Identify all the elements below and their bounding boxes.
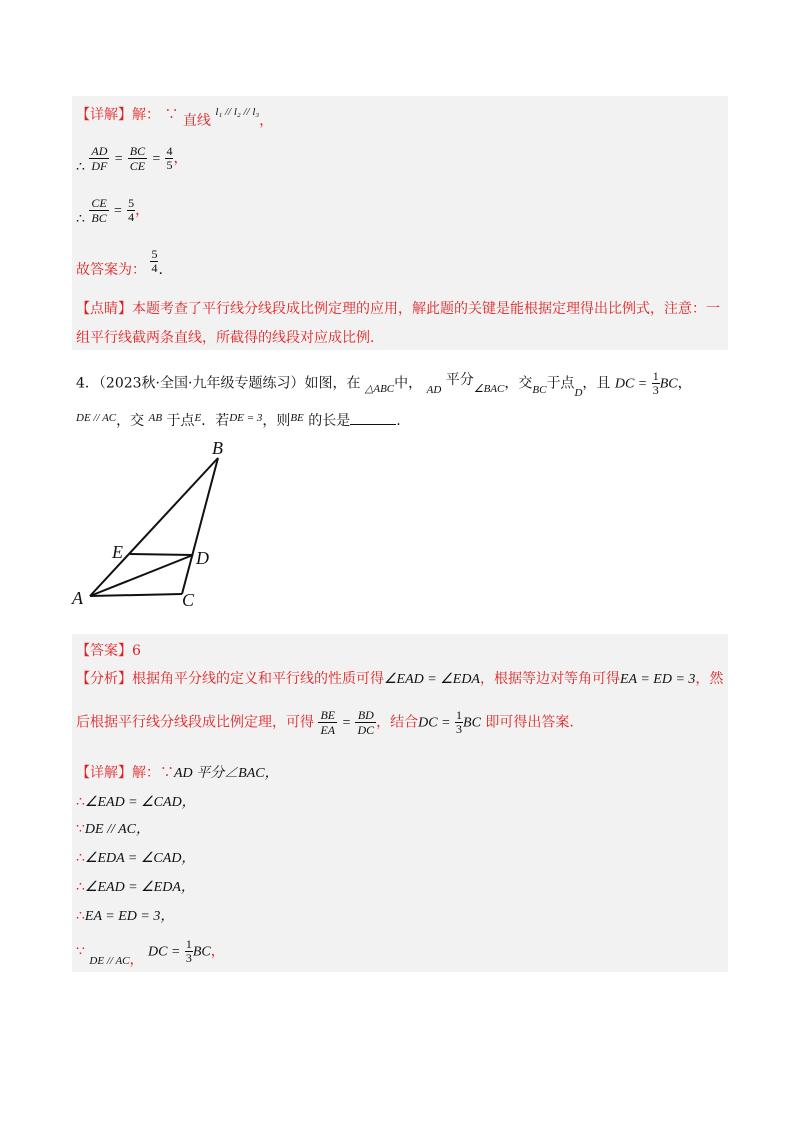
fraction-5-4: [127, 197, 135, 224]
period: .: [158, 261, 163, 278]
text-de-chang: 的长是: [308, 413, 351, 429]
detail-step-3: [76, 818, 150, 838]
equals-sign: =: [341, 715, 352, 731]
comment-line-1: 【点睛】本题考查了平行线分线段成比例定理的应用，解此题的关键是能根据定理得出比例式，注意：一: [76, 301, 720, 317]
numerator: 5: [128, 196, 135, 210]
since-symbol: ∵: [160, 765, 174, 781]
ratio-line-2: ∴ $\frac{CE}{BC}$ = $\frac{5}{4}$ ，: [76, 196, 150, 227]
since-symbol: ∵: [164, 107, 179, 123]
denominator: DC: [357, 723, 375, 737]
fraction-one-third: [185, 938, 193, 965]
analysis-line-1: [76, 668, 723, 688]
step-text: ∠EDA = ∠CAD，: [84, 851, 196, 866]
angle-bac: ∠BAC: [473, 382, 505, 395]
ratio-line-1: ∴ $\frac{AD}{DF}$ = $\frac{BC}{CE}$ = $\frac{4}{5}$ ，: [76, 144, 188, 175]
therefore-symbol: ∴: [76, 908, 85, 924]
text-qie: ，且: [582, 375, 611, 392]
numerator: 4: [166, 144, 173, 158]
dc-equation: DC =: [418, 715, 451, 731]
therefore-symbol: ∴: [76, 158, 85, 175]
denominator: 3: [652, 383, 659, 397]
denominator: DF: [91, 159, 108, 173]
fraction-bc-ce: [128, 144, 147, 173]
comma: ，: [129, 951, 144, 968]
point-e: E: [194, 412, 202, 424]
segment-ad-line: [90, 555, 193, 596]
text-ruo: ．若: [201, 413, 230, 429]
numerator: 1: [456, 708, 463, 722]
fraction-bd-dc: [355, 708, 376, 737]
denominator: 4: [151, 261, 158, 275]
step-text: ∠EAD = ∠CAD，: [84, 795, 196, 810]
comment-line-2: 组平行线截两条直线，所截得的线段对应成比例.: [76, 330, 375, 346]
de-parallel-ac: DE // AC: [89, 954, 130, 967]
detail-tag: 【详解】解：: [76, 765, 160, 781]
comma: ，: [677, 375, 692, 392]
comma: ，: [173, 150, 188, 167]
numerator: 1: [185, 937, 192, 951]
text-ze: ，则: [262, 413, 291, 429]
segment-ad: AD: [426, 383, 442, 396]
de-equals-3: DE = 3: [229, 412, 263, 424]
analysis-text-3: ，然: [695, 671, 724, 687]
segment-bc: BC: [463, 715, 481, 731]
numerator: 1: [652, 369, 659, 383]
therefore-symbol: ∴: [76, 879, 85, 895]
fraction-be-ea: [318, 708, 337, 737]
detail-tag: 【详解】解：: [76, 107, 160, 123]
analysis-text-1: 根据角平分线的定义和平行线的性质可得: [132, 671, 384, 687]
fraction-one-third: [455, 709, 463, 736]
numerator: BC: [129, 144, 146, 158]
denominator: BC: [91, 211, 107, 225]
therefore-symbol: ∴: [76, 210, 85, 227]
numerator: CE: [91, 196, 107, 210]
analysis-text-6: 即可得出答案.: [485, 714, 574, 731]
numerator: AD: [91, 144, 108, 158]
detail-step-2: [76, 791, 196, 811]
dc-equation: DC =: [614, 376, 648, 392]
numerator: BE: [320, 708, 336, 722]
text-pingfen: 平分: [445, 371, 474, 388]
detail-step-7: [76, 937, 225, 968]
numerator: BD: [355, 708, 376, 723]
denominator: 5: [166, 158, 173, 172]
analysis-line-2: [76, 708, 574, 737]
denominator: CE: [129, 159, 146, 173]
denominator: 3: [185, 951, 192, 965]
question-number: 4．: [76, 375, 99, 392]
segment-bc-2: BC: [659, 376, 678, 392]
analysis-text-5: ，结合: [376, 714, 419, 731]
analysis-text-2: ，根据等边对等角可得: [479, 671, 620, 687]
step-text: DE // AC，: [84, 822, 150, 837]
step-text: AD 平分∠BAC，: [174, 766, 279, 781]
detail-step-4: [76, 847, 195, 867]
detail-step-6: [76, 905, 174, 925]
dc-equation: DC =: [147, 944, 181, 960]
comma: ，: [259, 113, 274, 129]
text-yudian-e: 于点: [166, 413, 195, 429]
segment-ac-line: [90, 594, 182, 596]
fraction-one-third: [652, 370, 660, 397]
step-text: ∠EAD = ∠EDA，: [84, 880, 195, 895]
detail-line-1: [76, 104, 274, 129]
label-e: E: [112, 542, 123, 562]
answer-line: [76, 247, 163, 278]
since-symbol: ∵: [76, 821, 85, 837]
fraction-ad-df: [89, 144, 109, 173]
label-a: A: [72, 588, 83, 608]
segment-ed-line: [130, 554, 193, 555]
label-d: D: [196, 548, 209, 568]
numerator: 5: [151, 247, 158, 261]
analysis-tag: 【分析】: [76, 671, 132, 687]
segment-ab: AB: [148, 412, 163, 424]
period: .: [396, 413, 401, 429]
point-d: D: [574, 386, 583, 399]
comma: ，: [135, 202, 150, 219]
line-word: 直线: [182, 113, 211, 129]
de-parallel-ac: DE // AC: [76, 412, 117, 424]
label-c: C: [182, 590, 195, 610]
text-zhong: 中，: [394, 375, 423, 392]
triangle-figure: [66, 436, 286, 616]
denominator: EA: [320, 723, 336, 737]
therefore-symbol: ∴: [76, 794, 85, 810]
therefore-symbol: ∴: [76, 850, 85, 866]
label-b: B: [212, 438, 223, 458]
text-yudian: 于点: [546, 375, 575, 392]
text-jiao: ，交: [504, 375, 533, 392]
denominator: 3: [456, 722, 463, 736]
analysis-text-4: 后根据平行线分线段成比例定理，可得: [76, 714, 314, 731]
segment-be: BE: [290, 412, 304, 424]
answer-label: 故答案为：: [76, 261, 146, 278]
eq-ea-ed-3: EA = ED = 3: [619, 672, 696, 687]
since-symbol: ∵: [76, 943, 85, 960]
question-line-2: [76, 410, 401, 430]
segment-bc: BC: [532, 383, 547, 396]
question-line-1: [76, 370, 692, 397]
triangle-abc: △ABC: [364, 382, 395, 395]
question-source: （2023秋·全国·九年级专题练习）如图，在: [98, 375, 361, 392]
eq-ead-eda: ∠EAD = ∠EDA: [384, 672, 480, 687]
step-text: EA = ED = 3，: [84, 909, 175, 924]
answer-blank: [350, 412, 396, 425]
comma: ，: [210, 943, 225, 960]
answer-tag: 【答案】6: [76, 643, 141, 659]
text-jiao-ab: ，交: [116, 413, 145, 429]
fraction-ce-bc: [89, 196, 108, 225]
segment-bc: BC: [192, 944, 211, 960]
denominator: 4: [128, 210, 135, 224]
detail-step-1: [76, 762, 279, 782]
parallel-lines-expr: l₁ // l₂ // l₃: [215, 106, 260, 118]
detail-step-5: [76, 876, 195, 896]
